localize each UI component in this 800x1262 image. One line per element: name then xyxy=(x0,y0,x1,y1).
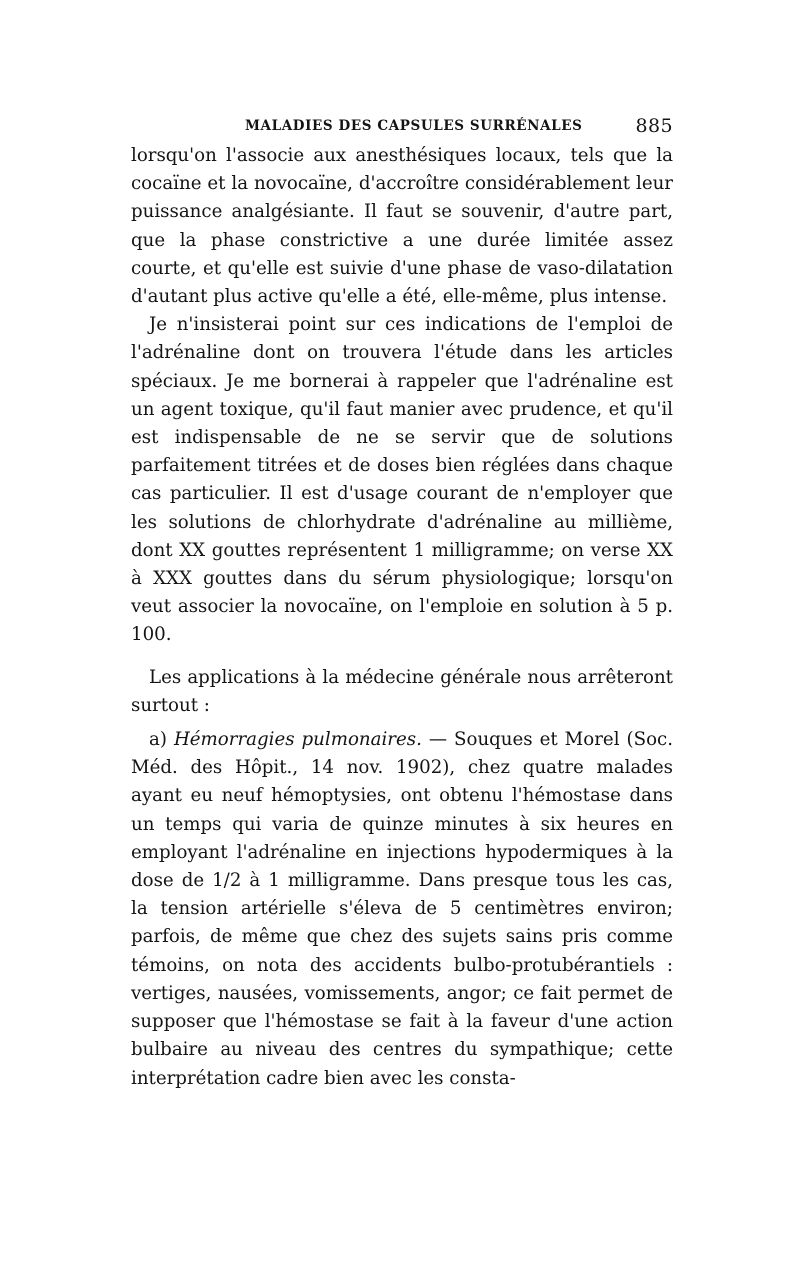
book-page xyxy=(131,108,673,1093)
running-title: MALADIES DES CAPSULES SURRÉNALES xyxy=(245,118,583,134)
paragraph-applications-intro: Les applications à la médecine générale nous arrêteront surtout : xyxy=(131,666,673,716)
body-text xyxy=(131,142,673,1093)
item-marker: a) xyxy=(149,729,174,751)
page-number: 885 xyxy=(635,115,673,137)
running-head xyxy=(131,108,673,142)
paragraph-hemorrhages xyxy=(131,726,673,1093)
item-title: Hémorragies pulmonaires. xyxy=(173,729,422,751)
paragraph-continuation: lorsqu'on l'associe aux anesthésiques locaux, tels que la cocaïne et la novocaïne, d'accroître considérablement leur puissance analgésiante. Il faut se souvenir, d'autre part, que la phase constrictive a une durée limitée assez courte, et qu'elle est suivie d'une phase de vaso-dilatation d'autant plus active qu'elle a été, elle-même, plus intense. xyxy=(131,145,673,308)
paragraph-adrenaline-usage: Je n'insisterai point sur ces indications de l'emploi de l'adrénaline dont on trouvera l'étude dans les articles spéciaux. Je me bornerai à rappeler que l'adrénaline est un agent toxique, qu'il faut manier avec prudence, et qu'il est indispensable de ne se servir que de solutions parfaitement titrées et de doses bien réglées dans chaque cas particulier. Il est d'usage courant de n'employer que les solutions de chlorhydrate d'adrénaline au millième, dont XX gouttes représentent 1 milligramme; on verse XX à XXX gouttes dans du sérum physiologique; lorsqu'on veut associer la novocaïne, on l'emploie en solution à 5 p. 100. xyxy=(131,314,673,646)
item-text: — Souques et Morel (Soc. Méd. des Hôpit., 14 nov. 1902), chez quatre malades ayant eu neuf hémoptysies, ont obtenu l'hémostase dans un temps qui varia de quinze minutes à six heures en employant l'adrénaline en injections hypodermiques à la dose de 1/2 à 1 milligramme. Dans presque tous les cas, la tension artérielle s'éleva de 5 centimètres environ; parfois, de même que chez des sujets sains pris comme témoins, on nota des accidents bulbo-protubérantiels : vertiges, nausées, vomissements, angor; ce fait permet de supposer que l'hémostase se fait à la faveur d'une action bulbaire au niveau des centres du sympathique; cette interprétation cadre bien avec les consta- xyxy=(131,729,673,1089)
